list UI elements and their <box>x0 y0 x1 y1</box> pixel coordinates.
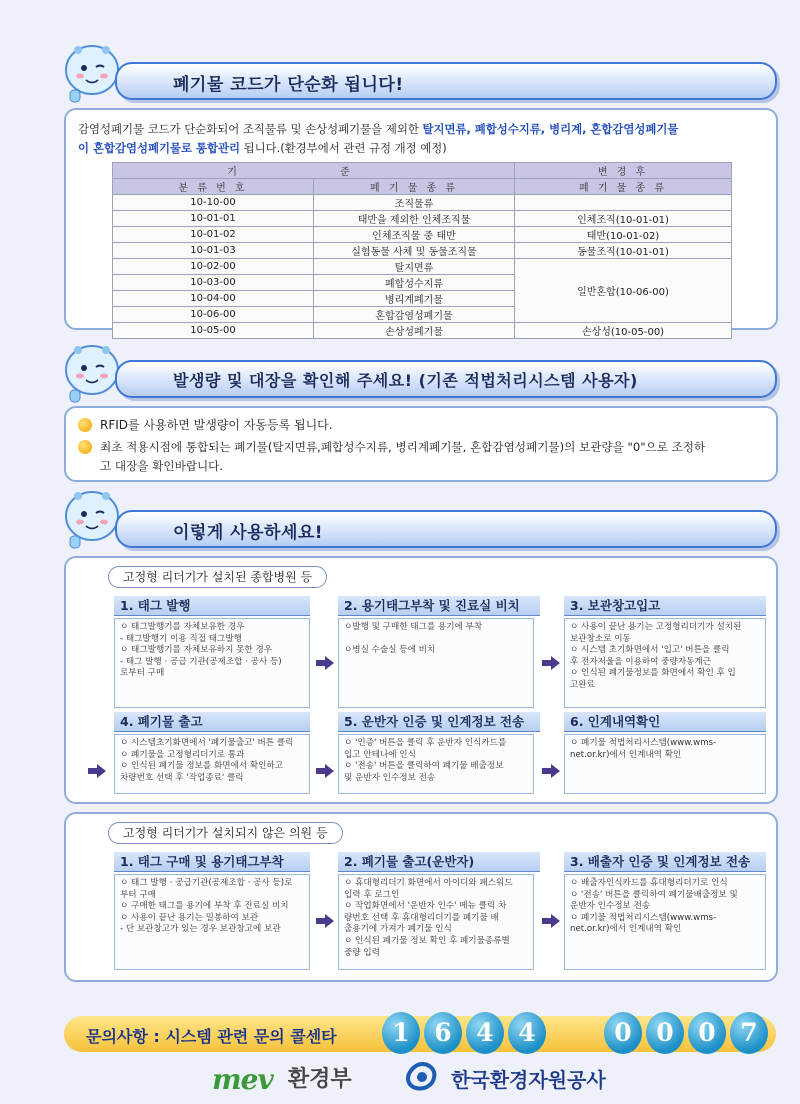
bullet-text: RFID를 사용하면 발생량이 자동등록 됩니다. <box>100 418 333 432</box>
phone-digit: 0 <box>646 1012 684 1054</box>
section1-header <box>115 62 777 100</box>
step-line: 고완료 <box>570 679 595 690</box>
step-line: ㅇ 시스템 초기화면에서 '입고' 버튼을 클릭 <box>570 645 730 656</box>
step-line: ㅇ 폐기물 적법처리시스템(www.wms- <box>570 912 717 923</box>
code-cell: 10-01-02 <box>113 227 314 243</box>
step-title: 1. 태그 발행 <box>114 596 310 616</box>
bullet-dot-icon <box>78 418 92 432</box>
step-line: 입력 후 로그인 <box>344 889 400 900</box>
code-cell: 10-10-00 <box>113 195 314 211</box>
step-line: 차량번호 선택 후 '작업종료' 클릭 <box>120 772 244 783</box>
table-group-after: 변 경 후 <box>515 163 732 179</box>
table-row <box>113 243 732 259</box>
bullet-text-block <box>100 438 705 476</box>
step-line: ㅇ 사용이 끝난 용기는 밀봉하여 보관 <box>120 912 259 923</box>
step-title: 2. 폐기물 출고(운반자) <box>338 852 540 872</box>
workflow-group-hospital <box>64 556 778 804</box>
step-line: 부터 구매 <box>120 889 156 900</box>
contact-bar <box>64 1016 776 1052</box>
after-cell: 동물조직(10-01-01) <box>515 243 732 259</box>
phone-digit: 4 <box>508 1012 546 1054</box>
arrow-right-icon <box>542 764 560 778</box>
group-tag: 고정형 리더기가 설치된 종합병원 등 <box>108 566 327 588</box>
code-cell: 10-06-00 <box>113 307 314 323</box>
step-line: 보관창소로 이동 <box>570 633 631 644</box>
step-line: 량번호 선택 후 휴대형리더기를 폐기물 배 <box>344 912 499 923</box>
mascot-icon <box>62 40 122 104</box>
step-line: ㅇ 인식된 폐기물 정보 확인 후 폐기물종류별 <box>344 935 510 946</box>
step-line: 중량 입력 <box>344 947 380 958</box>
bullet-item <box>78 416 768 436</box>
table-group-before: 기 준 <box>113 163 515 179</box>
code-cell: 10-04-00 <box>113 291 314 307</box>
step-line: ㅇ 인식된 폐기물정보를 화면에서 확인 후 입 <box>570 668 736 679</box>
step-line: ㅇ 태그발행기를 자체보유한 경우 <box>120 622 245 632</box>
section3-header <box>115 510 777 548</box>
code-cell: 10-02-00 <box>113 259 314 275</box>
ministry-name: 환경부 <box>287 1067 352 1092</box>
after-cell-merged: 일반혼합(10-06-00) <box>515 259 732 323</box>
step-line: ㅇ병실 수술실 등에 비치 <box>344 645 436 656</box>
step-line: ㅇ발행 및 구매한 태그를 용기에 부착 <box>344 622 483 632</box>
step-title: 3. 배출자 인증 및 인계정보 전송 <box>564 852 766 872</box>
intro-text: 감염성폐기물 코드가 단순화되어 조직물류 및 손상성폐기물을 제외한 <box>78 122 423 136</box>
arrow-right-icon <box>88 764 106 778</box>
step-title: 1. 태그 구매 및 용기태그부착 <box>114 852 310 872</box>
ministry-logo-mark: mev <box>212 1063 273 1096</box>
table-row <box>113 323 732 339</box>
section1-intro <box>78 120 768 158</box>
kind-cell: 탈지면류 <box>314 259 515 275</box>
table-row <box>113 195 732 211</box>
step-line: 출용기에 가져가 폐기물 인식 <box>344 924 452 935</box>
step-line: - 태그발행기 이용 직접 태그발행 <box>120 633 242 644</box>
step-line: ㅇ 사용이 끝난 용기는 고정형리더기가 설치된 <box>570 622 742 632</box>
mascot-icon <box>62 486 122 550</box>
phone-digit: 6 <box>424 1012 462 1054</box>
table-row <box>113 211 732 227</box>
step-line: ㅇ 인식된 폐기물 정보를 화면에서 확인하고 <box>120 761 284 772</box>
step-body <box>564 874 766 970</box>
workflow-group-clinic <box>64 812 778 982</box>
contact-label: 문의사항 : 시스템 관련 문의 콜센타 <box>86 1027 337 1046</box>
phone-digit: 7 <box>730 1012 768 1054</box>
section2-panel <box>64 406 778 482</box>
step-line: 입고 안테나에 인식 <box>344 749 416 760</box>
step-line: 후 전자저울을 이용하여 중량자동계근 <box>570 656 712 667</box>
step-body <box>338 874 534 970</box>
step-line: ㅇ 배출자인식카드를 휴대형리더기로 인식 <box>570 878 728 888</box>
arrow-right-icon <box>316 764 334 778</box>
step-line: 운반자 인수정보 전송 <box>570 901 651 912</box>
step-line: ㅇ 폐기물을 고정형리더기로 통과 <box>120 749 245 760</box>
step-line: ㅇ 폐기물 적법처리시스템(www.wms- <box>570 738 717 748</box>
step-line: ㅇ 태그발행기를 자체보유하지 못한 경우 <box>120 645 273 656</box>
step-line: ㅇ 작업화면에서 '운반자 인수' 메뉴 클릭 차 <box>344 901 507 912</box>
section3-title: 이렇게 사용하세요! <box>173 523 324 543</box>
code-cell: 10-01-03 <box>113 243 314 259</box>
step-line: - 단 보관창고가 있는 경우 보관창고에 보관 <box>120 924 281 935</box>
step-line: ㅇ '전송' 버튼을 클릭하여 폐기물 배출정보 <box>344 761 504 772</box>
phone-digit: 0 <box>604 1012 642 1054</box>
mascot-icon <box>62 340 122 404</box>
kind-cell: 혼합감염성폐기물 <box>314 307 515 323</box>
agency-logo <box>402 1060 606 1098</box>
arrow-right-icon <box>542 914 560 928</box>
agency-name: 한국환경자원공사 <box>451 1067 606 1092</box>
code-cell: 10-03-00 <box>113 275 314 291</box>
step-line: ㅇ '인증' 버튼을 클릭 후 운반자 인식카드를 <box>344 738 507 748</box>
step-line: 및 운반자 인수정보 전송 <box>344 772 436 783</box>
section1-panel <box>64 108 778 338</box>
phone-digit: 0 <box>688 1012 726 1054</box>
step-title: 3. 보관창고입고 <box>564 596 766 616</box>
step-line: ㅇ 휴대형리더기 화면에서 아이디와 패스워드 <box>344 878 513 888</box>
code-cell: 10-01-01 <box>113 211 314 227</box>
bullet-item <box>78 438 768 478</box>
step-line: ㅇ '전송' 버튼을 클릭하여 폐기물배출정보 및 <box>570 889 738 900</box>
group-tag: 고정형 리더기가 설치되지 않은 의원 등 <box>108 822 343 844</box>
kind-cell: 인체조직물 중 태반 <box>314 227 515 243</box>
step-body <box>564 618 766 708</box>
step-line: - 태그 발행 · 공급 기관(공제조합 · 공사 등) <box>120 656 282 667</box>
step-title: 2. 용기태그부착 및 진료실 비치 <box>338 596 540 616</box>
table-header: 분 류 번 호 <box>113 179 314 195</box>
table-header: 폐 기 물 종 류 <box>515 179 732 195</box>
step-body <box>114 874 310 970</box>
section2-title: 발생량 및 대장을 확인해 주세요! (기존 적법처리시스템 사용자) <box>173 371 638 390</box>
kind-cell: 병리계폐기물 <box>314 291 515 307</box>
kind-cell: 태반을 제외한 인체조직물 <box>314 211 515 227</box>
after-cell: 인체조직(10-01-01) <box>515 211 732 227</box>
code-cell: 10-05-00 <box>113 323 314 339</box>
bullet-dot-icon <box>78 440 92 454</box>
arrow-right-icon <box>316 914 334 928</box>
kind-cell: 폐합성수지류 <box>314 275 515 291</box>
intro-text: 됩니다.(환경부에서 관련 규정 개정 예정) <box>239 141 447 155</box>
step-line: net.or.kr)에서 인계내역 확인 <box>570 924 682 935</box>
intro-bold-text: 이 혼합감염성폐기물로 통합관리 <box>78 141 240 155</box>
bullet-text-line: 고 대장을 확인바랍니다. <box>100 459 224 473</box>
step-title: 4. 폐기물 출고 <box>114 712 310 732</box>
bullet-text-line: 최초 적용시점에 통합되는 폐기물(탈지면류,폐합성수지류, 병리계폐기물, 혼합감염성폐기물)의 보관량을 "0"으로 조정하 <box>100 440 706 454</box>
section2-header <box>115 360 777 398</box>
kind-cell: 조직물류 <box>314 195 515 211</box>
after-cell <box>515 195 732 211</box>
step-line: ㅇ 시스템초기화면에서 '폐기물출고' 버튼 클릭 <box>120 738 294 748</box>
arrow-right-icon <box>542 656 560 670</box>
agency-logo-icon <box>402 1060 442 1096</box>
step-line: ㅇ 태그 발행 · 공급기관(공제조합 · 공사 등)로 <box>120 878 293 888</box>
kind-cell: 손상성폐기물 <box>314 323 515 339</box>
table-row <box>113 259 732 275</box>
ministry-logo <box>212 1062 352 1098</box>
step-line: 로부터 구매 <box>120 668 165 679</box>
step-title: 5. 운반자 인증 및 인계정보 전송 <box>338 712 540 732</box>
kind-cell: 실험동물 사체 및 동물조직물 <box>314 243 515 259</box>
step-body <box>338 618 534 708</box>
section1-title: 폐기물 코드가 단순화 됩니다! <box>173 75 404 95</box>
step-body <box>114 734 310 794</box>
table-header: 폐 기 물 종 류 <box>314 179 515 195</box>
step-body <box>564 734 766 794</box>
step-body <box>114 618 310 708</box>
phone-digit: 1 <box>382 1012 420 1054</box>
arrow-right-icon <box>316 656 334 670</box>
intro-bold-text: 탈지면류, 폐합성수지류, 병리계, 혼합감염성폐기물 <box>422 122 679 136</box>
step-title: 6. 인계내역확인 <box>564 712 766 732</box>
waste-code-table <box>112 162 732 339</box>
step-line: ㅇ 구매한 태그를 용기에 부착 후 진료실 비치 <box>120 901 289 912</box>
phone-digit: 4 <box>466 1012 504 1054</box>
step-line: net.or.kr)에서 인계내역 확인 <box>570 749 682 760</box>
table-row <box>113 227 732 243</box>
after-cell: 태반(10-01-02) <box>515 227 732 243</box>
after-cell: 손상성(10-05-00) <box>515 323 732 339</box>
step-line <box>344 634 528 646</box>
step-body <box>338 734 534 794</box>
